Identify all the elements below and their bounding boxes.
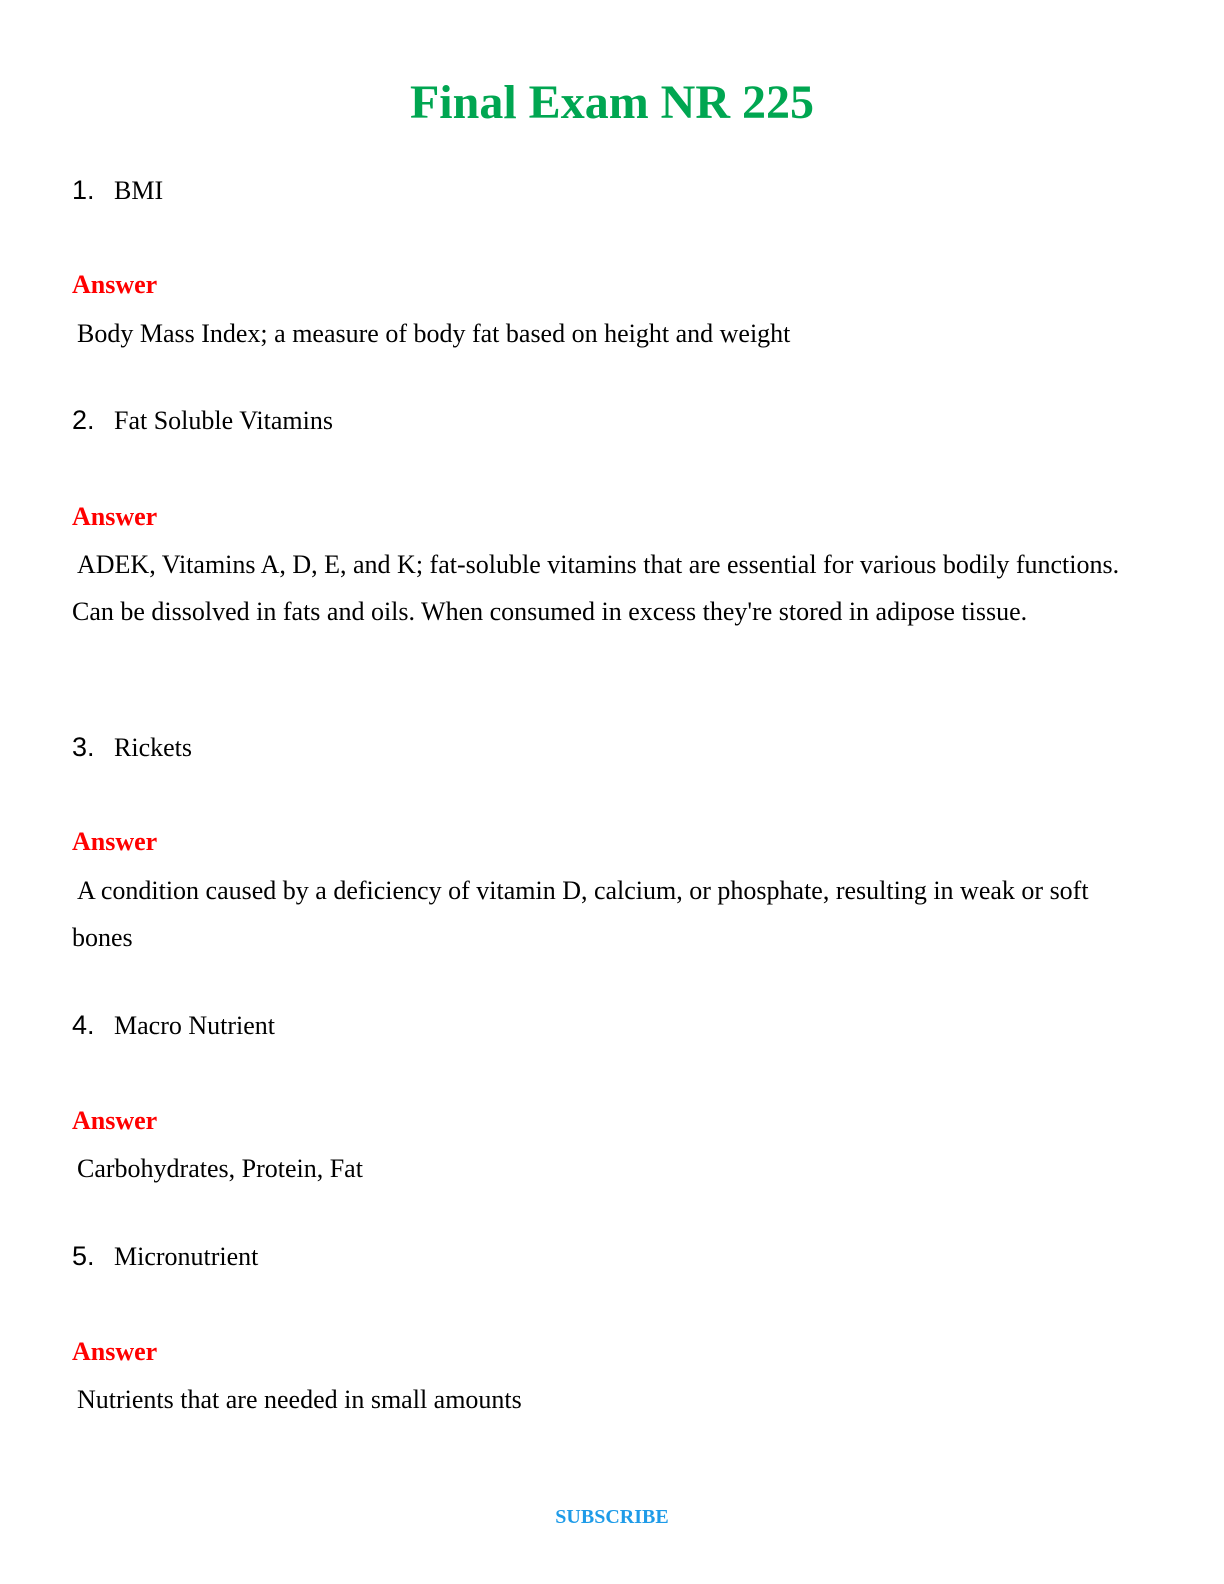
question-term: Fat Soluble Vitamins <box>114 406 333 435</box>
answer-label: Answer <box>72 270 158 299</box>
question-4 <box>72 1007 275 1044</box>
question-number: 1. <box>72 175 95 205</box>
answer-text: Nutrients that are needed in small amounts <box>77 1385 522 1414</box>
question-number: 3. <box>72 732 95 762</box>
question-1 <box>72 172 163 209</box>
question-number: 2. <box>72 405 95 435</box>
answer-text: Carbohydrates, Protein, Fat <box>77 1154 363 1183</box>
subscribe-link[interactable]: SUBSCRIBE <box>555 1506 669 1528</box>
answer-label: Answer <box>72 502 158 531</box>
question-term: Micronutrient <box>114 1242 259 1271</box>
answer-text: ADEK, Vitamins A, D, E, and K; fat-soluble vitamins that are essential for various bodily functions. Can be dissolved in fats and oils. When consumed in excess they're stored in adipose tissue. <box>72 550 1120 626</box>
question-number: 4. <box>72 1010 95 1040</box>
question-3 <box>72 729 192 766</box>
question-2 <box>72 402 333 439</box>
answer-text: Body Mass Index; a measure of body fat based on height and weight <box>77 319 791 348</box>
answer-label: Answer <box>72 1337 158 1366</box>
question-term: Macro Nutrient <box>114 1011 276 1040</box>
answer-text: A condition caused by a deficiency of vitamin D, calcium, or phosphate, resulting in weak or soft bones <box>72 876 1089 952</box>
question-term: Rickets <box>114 733 192 762</box>
answer-label: Answer <box>72 1106 158 1135</box>
answer-label: Answer <box>72 827 158 856</box>
question-term: BMI <box>114 176 164 205</box>
page-title: Final Exam NR 225 <box>409 76 814 129</box>
question-5 <box>72 1238 258 1275</box>
question-number: 5. <box>72 1241 95 1271</box>
